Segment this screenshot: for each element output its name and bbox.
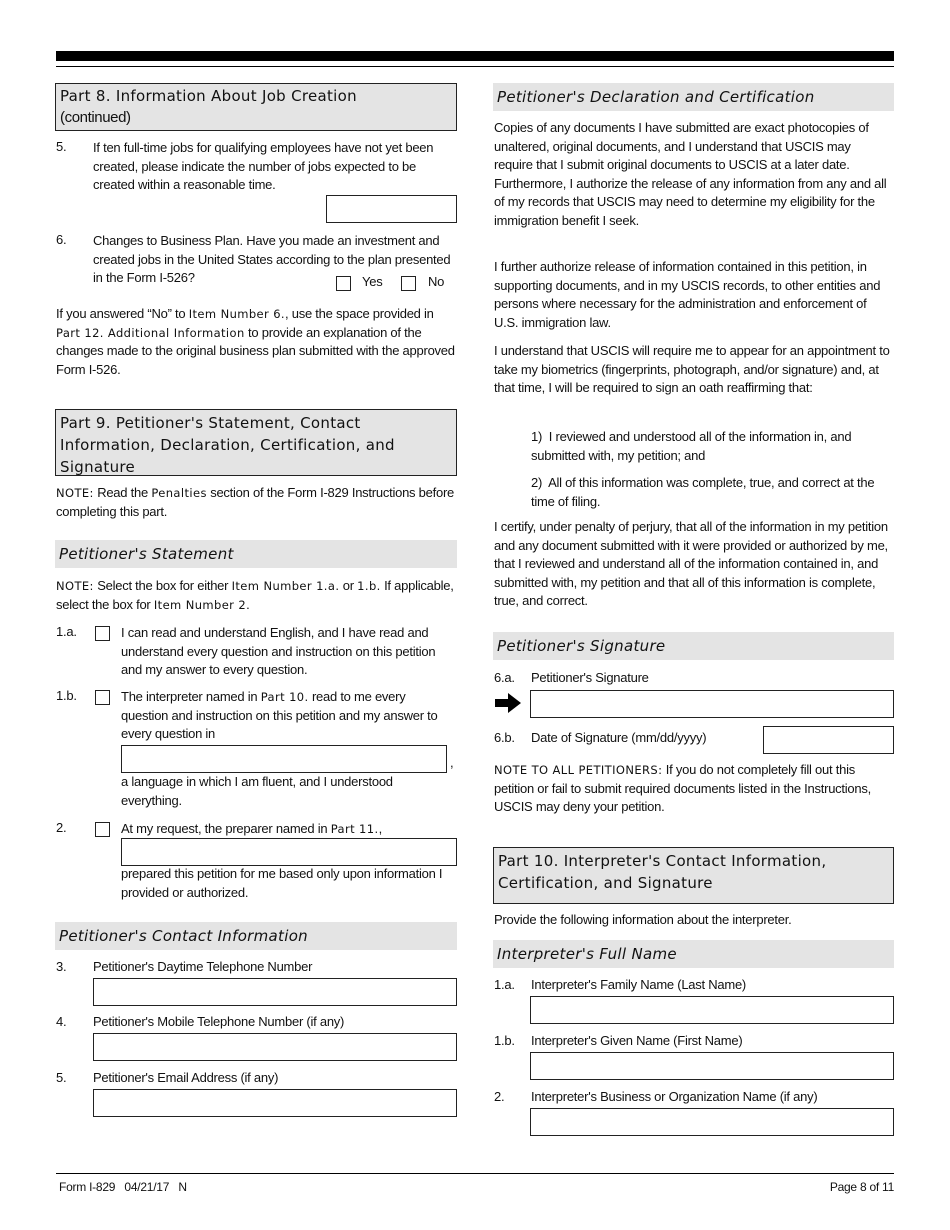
item-ref: Item Number 2 [153,597,247,612]
interpreter-name-header: Interpreter's Full Name [493,940,894,968]
given-name-label: Interpreter's Given Name (First Name) [531,1033,743,1048]
text: At my request, the preparer named in [121,821,331,836]
item6-instruction [56,305,456,379]
section-ref: Penalties [151,486,207,500]
family-name-label: Interpreter's Family Name (Last Name) [531,977,747,992]
item-ref: Item Number 1.a. [231,579,340,593]
date-label: Date of Signature (mm/dd/yyyy) [531,730,707,745]
oath-list-item [531,474,893,511]
form-id: Form I-829 04/21/17 N [59,1180,187,1194]
oath-list-item [531,428,893,465]
list-text: All of this information was complete, true, and correct at the time of filing. [531,475,875,509]
part8-title: Part 8. Information About Job Creation [60,87,357,105]
petitioner-statement-header: Petitioner's Statement [55,540,457,568]
declaration-header: Petitioner's Declaration and Certification [493,83,894,111]
item-number: 3. [56,959,67,974]
declaration-paragraph: I further authorize release of information contained in this petition, in supporting documents, and in my USCIS records, to other entities and persons where necessary for the administration and enforcement of U.S. immigration law. [494,259,881,330]
text: If applicable, select the box for [56,578,454,612]
page-number: Page 8 of 11 [829,1180,894,1194]
part8-continued: (continued) [60,109,131,126]
yes-label: Yes [362,274,383,289]
part-ref: Part 12. Additional Information [56,325,245,340]
item-ref: 1.b. [357,579,381,593]
english-checkbox[interactable] [95,626,110,641]
preparer-input[interactable] [121,838,457,866]
interpreter-checkbox[interactable] [95,690,110,705]
email-label: Petitioner's Email Address (if any) [93,1070,279,1085]
part10-header [493,847,894,904]
text: . [246,596,250,612]
statement-note [56,577,456,614]
top-thin-rule [56,66,894,67]
item-number: 6.a. [494,670,515,685]
part-ref: Part 10. [260,690,309,704]
part-ref: Part 11. [330,822,379,836]
comma: , [450,755,454,770]
text: or [339,578,358,593]
part9-title: Part 9. Petitioner's Statement, Contact Information, Declaration, Certification, and Signature [60,414,395,476]
item-number: 5. [56,139,67,154]
item-number: 1.b. [56,688,77,703]
language-input[interactable] [121,745,447,773]
footer-rule [56,1173,894,1174]
family-name-input[interactable] [530,996,894,1024]
text: read to me every question and instruction on this petition and my answer to every question in [121,689,438,742]
item-number: 6. [56,232,67,247]
text: Select the box for either [93,578,232,593]
given-name-input[interactable] [530,1052,894,1080]
list-text: I reviewed and understood all of the information in, and submitted with, my petition; and [531,429,852,463]
item-number: 1.b. [494,1033,515,1048]
item1a-text: I can read and understand English, and I have read and understand every question and instruction on this petition and my answer to every question. [121,625,436,678]
note-label: NOTE: [56,486,94,500]
item-number: 5. [56,1070,67,1085]
item-number: 6.b. [494,730,515,745]
list-number: 1) [531,429,543,444]
jobs-expected-input[interactable] [326,195,457,223]
daytime-phone-input[interactable] [93,978,457,1006]
text: , use the space provided in [285,306,434,321]
text: to provide an explanation of the changes made to the original business plan submitted with the approved Form I-526. [56,324,455,377]
business-name-input[interactable] [530,1108,894,1136]
text: Read the [93,485,152,500]
item-number: 1.a. [56,624,77,639]
note-label: NOTE: [56,579,94,593]
item-number: 2. [494,1089,505,1104]
list-number: 2) [531,475,543,490]
signature-label: Petitioner's Signature [531,670,649,685]
text: , [378,821,382,836]
item-number: 4. [56,1014,67,1029]
declaration-paragraph: I understand that USCIS will require me to appear for an appointment to take my biometrics (fingerprints, photograph, and/or signature) and, at that time, I will be required to sign an oath reaffirming that: [494,343,890,396]
item1b-text [121,688,455,744]
note-to-petitioners [494,761,892,817]
text: The interpreter named in [121,689,261,704]
certification-paragraph: I certify, under penalty of perjury, that all of the information in my petition and any document submitted with it were provided or authorized by me, that I reviewed and understand all of the information contained in, and submitted with, my petition and that all of this information is complete, true, and correct. [494,519,888,609]
yes-checkbox[interactable] [336,276,351,291]
mobile-phone-label: Petitioner's Mobile Telephone Number (if any) [93,1014,345,1029]
text: section of the Form I-829 Instructions before completing this part. [56,485,455,519]
part9-header [55,409,457,476]
item5-question: If ten full-time jobs for qualifying employees have not yet been created, please indicate the number of jobs expected to be created within a reasonable time. [93,140,434,193]
contact-info-header: Petitioner's Contact Information [55,922,457,950]
business-name-label: Interpreter's Business or Organization Name (if any) [531,1089,818,1104]
preparer-checkbox[interactable] [95,822,110,837]
email-input[interactable] [93,1089,457,1117]
daytime-phone-label: Petitioner's Daytime Telephone Number [93,959,313,974]
text: If you answered “No” to [56,306,189,321]
part10-intro: Provide the following information about the interpreter. [494,912,792,927]
mobile-phone-input[interactable] [93,1033,457,1061]
declaration-paragraph: Copies of any documents I have submitted are exact photocopies of unaltered, original documents, and I understand that USCIS may require that I submit original documents to USCIS at a later date. Furthermore, I authorize the release of any information from any and all of my records that USCIS may need to determine my eligibility for the immigration benefit I seek. [494,120,887,228]
item1b-after: a language in which I am fluent, and I understood everything. [121,774,393,808]
text: If you do not completely fill out this petition or fail to submit required documents listed in the Instructions, USCIS may deny your petition. [494,762,872,815]
item-number: 1.a. [494,977,515,992]
part9-note [56,484,456,521]
item2-after: prepared this petition for me based only upon information I provided or authorized. [121,866,443,900]
item-number: 2. [56,820,67,835]
signature-header: Petitioner's Signature [493,632,894,660]
part10-title: Part 10. Interpreter's Contact Information, Certification, and Signature [498,852,827,892]
arrow-right-icon [495,693,521,713]
item6-question: Changes to Business Plan. Have you made an investment and created jobs in the United States according to the plan presented in the Form I-526? [93,233,451,286]
item-ref: Item Number 6. [188,307,285,321]
signature-input[interactable] [530,690,894,718]
no-label: No [428,274,445,289]
signature-date-input[interactable] [763,726,894,754]
no-checkbox[interactable] [401,276,416,291]
part8-header [55,83,457,131]
item2-text [121,820,455,839]
note-label: NOTE TO ALL PETITIONERS: [494,763,663,777]
top-thick-rule [56,51,894,61]
